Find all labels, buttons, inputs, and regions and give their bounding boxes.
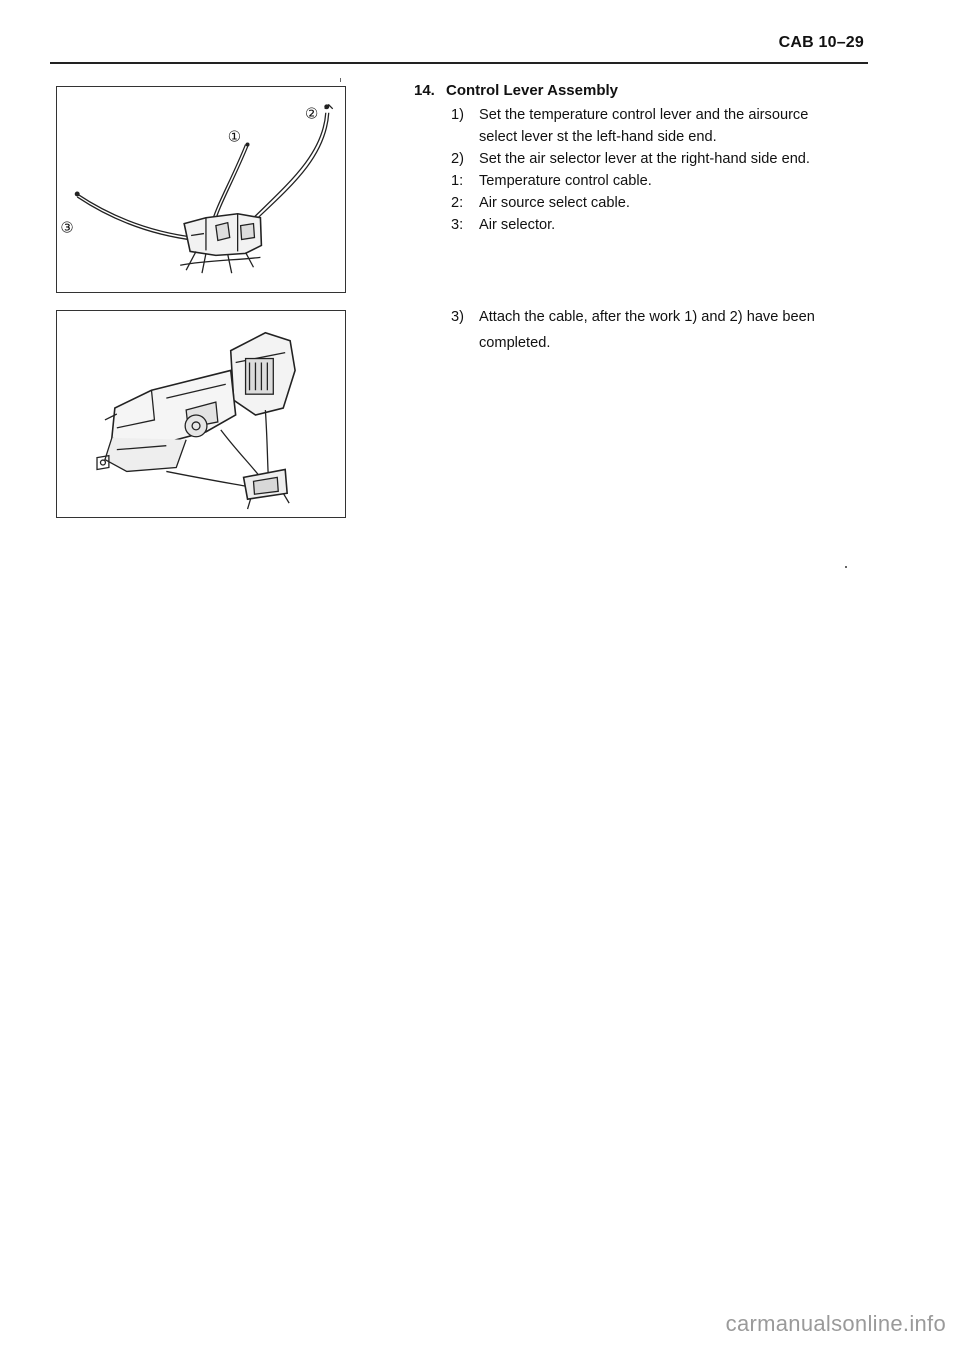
legend-number: 3: <box>451 217 464 233</box>
cable-routing-illustration <box>57 87 345 292</box>
legend-item-1 <box>414 170 894 192</box>
step-3-continued: completed. <box>479 335 551 351</box>
step-number: 3) <box>451 309 464 325</box>
page-number: CAB 10–29 <box>778 34 864 51</box>
procedure-section <box>414 80 894 236</box>
step-number: 2) <box>451 151 464 167</box>
step-text: Set the air selector lever at the right-hand side end. <box>479 151 810 167</box>
figure-cable-routing <box>56 86 346 293</box>
legend-text: Air source select cable. <box>479 195 630 211</box>
legend-text: Temperature control cable. <box>479 173 652 189</box>
figure-heater-unit <box>56 310 346 518</box>
scan-speck <box>845 566 847 568</box>
section-number: 14. <box>414 82 435 99</box>
step-number: 1) <box>451 107 464 123</box>
callout-3: ③ <box>60 218 74 237</box>
legend-number: 1: <box>451 173 464 189</box>
section-title: Control Lever Assembly <box>446 82 618 99</box>
watermark: carmanualsonline.info <box>725 1311 946 1336</box>
step-2 <box>414 148 894 170</box>
heater-unit-illustration <box>57 311 345 517</box>
scan-speck <box>340 78 341 82</box>
step-1 <box>414 104 894 126</box>
step-text: Attach the cable, after the work 1) and 2) have been <box>479 309 815 325</box>
step-1-continued: select lever st the left-hand side end. <box>479 129 717 145</box>
legend-text: Air selector. <box>479 217 556 233</box>
procedure-step-3 <box>414 304 894 356</box>
legend-item-3 <box>414 214 894 236</box>
page-header <box>0 0 960 70</box>
legend-item-2 <box>414 192 894 214</box>
section-heading <box>414 80 894 102</box>
callout-2: ② <box>304 104 319 123</box>
step-3 <box>414 304 894 330</box>
step-text: Set the temperature control lever and the airsource <box>479 107 809 123</box>
header-rule <box>50 62 868 64</box>
legend-number: 2: <box>451 195 464 211</box>
callout-1: ① <box>227 127 242 146</box>
